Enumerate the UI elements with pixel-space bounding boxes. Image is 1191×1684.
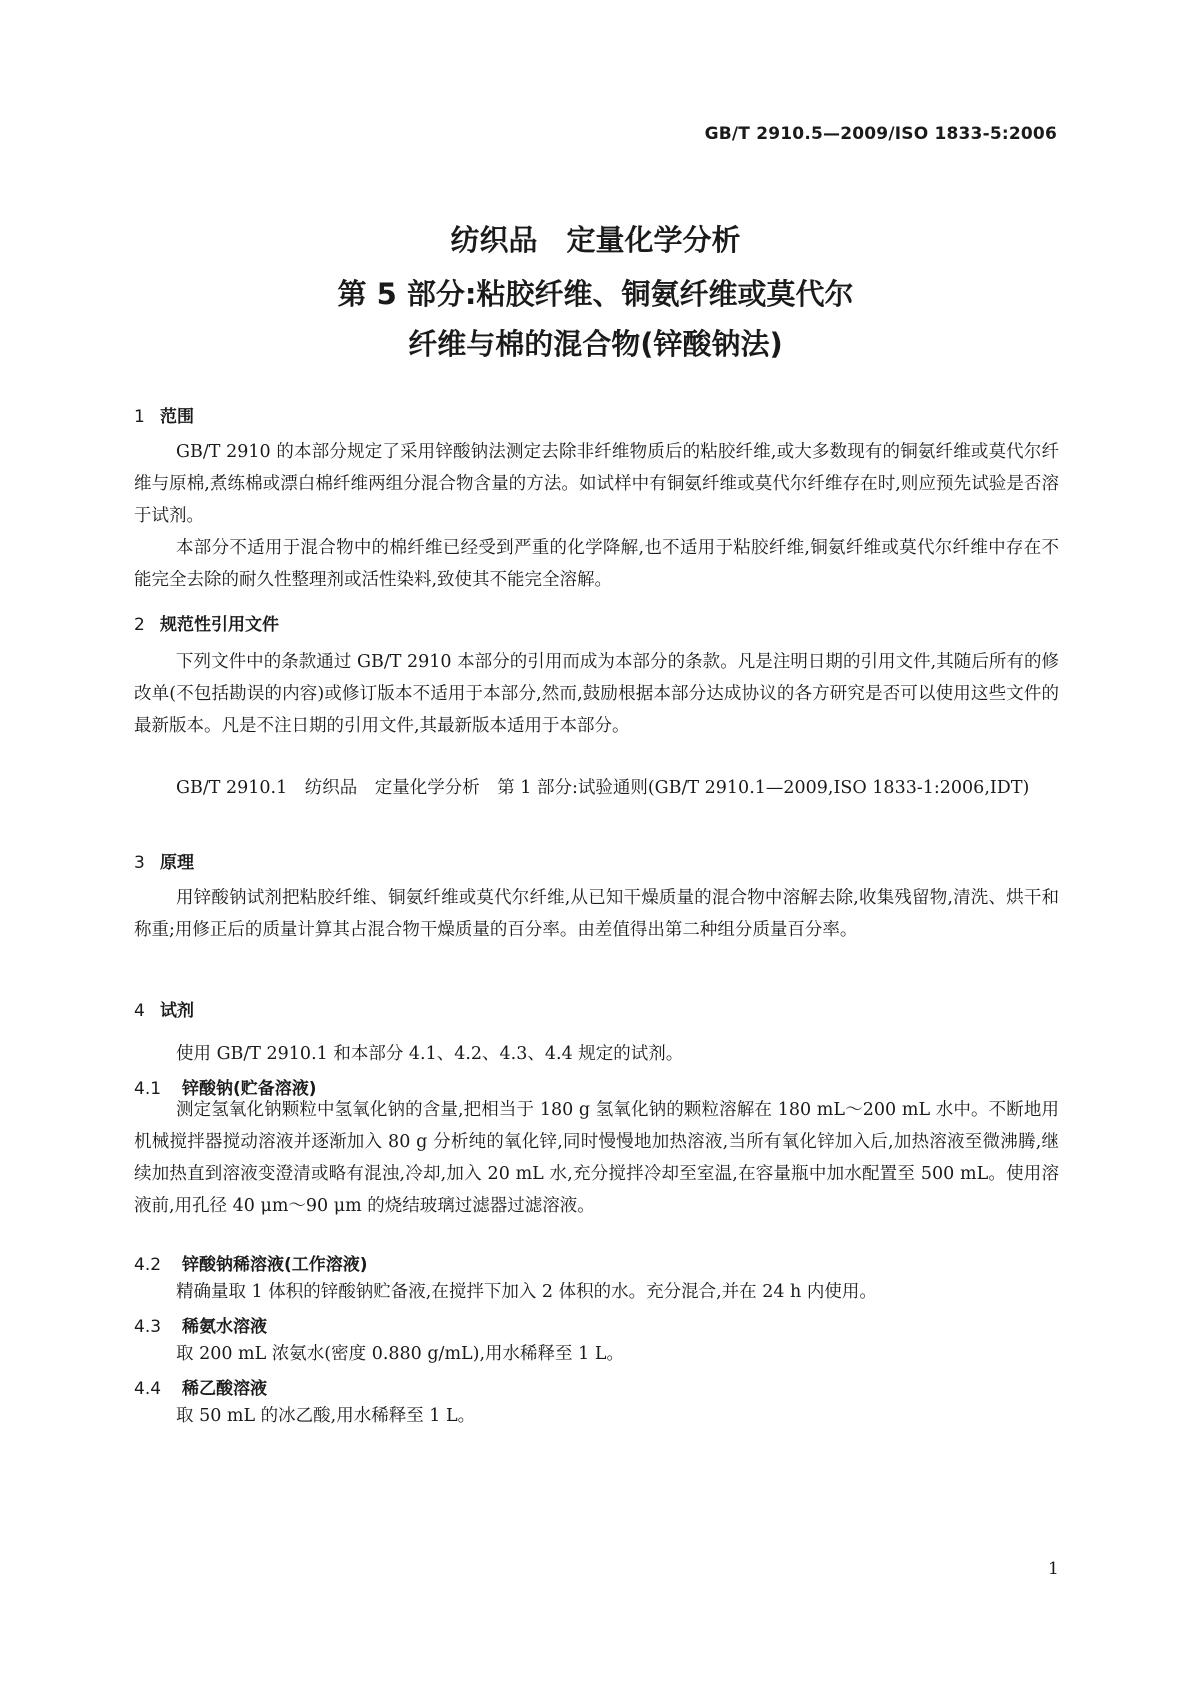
section-number: 1 [134,407,145,427]
title-line-1: 纺织品 定量化学分析 [450,223,741,257]
subsection-number: 4.2 [134,1255,162,1275]
section-number: 3 [134,853,145,873]
title-line-2: 第 5 部分:粘胶纤维、铜氨纤维或莫代尔 [337,277,854,311]
section-title: 规范性引用文件 [160,615,279,635]
subsection-4-1-paragraph: 测定氢氧化钠颗粒中氢氧化钠的含量,把相当于 180 g 氢氧化钠的颗粒溶解在 180 mL～200 mL 水中。不断地用机械搅拌器搅动溶液并逐渐加入 80 g 分析纯的氧化锌,同时慢慢地加热溶液,当所有氧化锌加入后,加热溶液至微沸腾,继续加热直到溶液变澄清或略有混浊,冷却,加入 20 mL 水,充分搅拌冷却至室温,在容量瓶中加水配置至 500 mL。使用溶液前,用孔径 40 μm～90 μm 的烧结玻璃过滤器过滤溶液。 [134,1100,1059,1216]
subsection-title: 稀乙酸溶液 [182,1379,267,1399]
subsection-4-3-paragraph: 取 200 mL 浓氨水(密度 0.880 g/mL),用水稀释至 1 L。 [176,1344,624,1364]
subsection-4-4-paragraph: 取 50 mL 的冰乙酸,用水稀释至 1 L。 [176,1406,476,1426]
section-4-paragraph-1: 使用 GB/T 2910.1 和本部分 4.1、4.2、4.3、4.4 规定的试剂。 [176,1044,684,1064]
section-title: 试剂 [160,1001,194,1021]
subsection-title: 锌酸钠稀溶液(工作溶液) [182,1255,368,1275]
title-line-3: 纤维与棉的混合物(锌酸钠法) [408,327,783,361]
section-3-heading [134,848,194,873]
subsection-number: 4.4 [134,1379,162,1399]
section-1-paragraph-2: 本部分不适用于混合物中的棉纤维已经受到严重的化学降解,也不适用于粘胶纤维,铜氨纤维或莫代尔纤维中存在不能完全去除的耐久性整理剂或活性染料,致使其不能完全溶解。 [134,538,1059,590]
subsection-number: 4.1 [134,1079,162,1099]
standard-code: GB/T 2910.5—2009/ISO 1833-5:2006 [704,124,1057,144]
subsection-4-2-paragraph: 精确量取 1 体积的锌酸钠贮备液,在搅拌下加入 2 体积的水。充分混合,并在 24 h 内使用。 [176,1282,877,1302]
section-title: 原理 [160,853,194,873]
section-4-heading [134,996,194,1021]
section-number: 2 [134,615,145,635]
page-number: 1 [1048,1559,1059,1579]
subsection-title: 锌酸钠(贮备溶液) [182,1079,317,1099]
section-2-reference: GB/T 2910.1 纺织品 定量化学分析 第 1 部分:试验通则(GB/T 2910.1—2009,ISO 1833-1:2006,IDT) [176,778,1030,798]
subsection-4-4-heading [134,1374,267,1399]
section-1-heading [134,402,194,427]
subsection-4-3-heading [134,1312,267,1337]
section-title: 范围 [160,407,194,427]
section-3-paragraph-1: 用锌酸钠试剂把粘胶纤维、铜氨纤维或莫代尔纤维,从已知干燥质量的混合物中溶解去除,收集残留物,清洗、烘干和称重;用修正后的质量计算其占混合物干燥质量的百分率。由差值得出第二种组分质量百分率。 [134,888,1059,940]
subsection-number: 4.3 [134,1317,162,1337]
section-number: 4 [134,1001,145,1021]
section-2-heading [134,610,279,635]
subsection-title: 稀氨水溶液 [182,1317,267,1337]
section-2-paragraph-1: 下列文件中的条款通过 GB/T 2910 本部分的引用而成为本部分的条款。凡是注明日期的引用文件,其随后所有的修改单(不包括勘误的内容)或修订版本不适用于本部分,然而,鼓励根据本部分达成协议的各方研究是否可以使用这些文件的最新版本。凡是不注日期的引用文件,其最新版本适用于本部分。 [134,652,1059,736]
subsection-4-2-heading [134,1250,368,1275]
section-1-paragraph-1: GB/T 2910 的本部分规定了采用锌酸钠法测定去除非纤维物质后的粘胶纤维,或大多数现有的铜氨纤维或莫代尔纤维与原棉,煮练棉或漂白棉纤维两组分混合物含量的方法。如试样中有铜氨纤维或莫代尔纤维存在时,则应预先试验是否溶于试剂。 [134,442,1059,526]
